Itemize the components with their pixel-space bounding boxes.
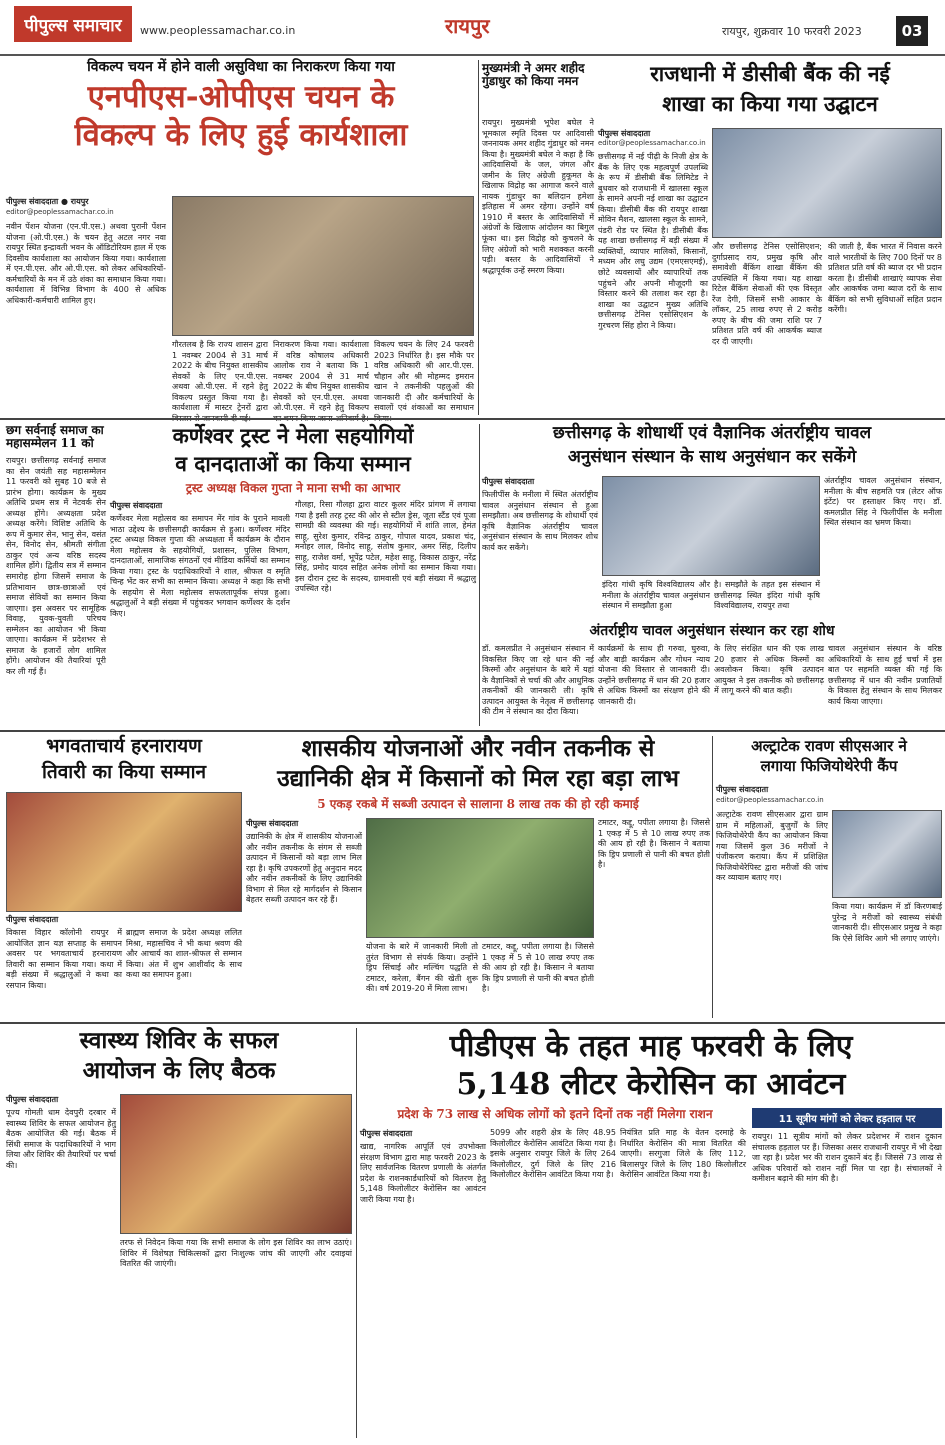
karnesh-body-2: गौलहा, रिसा गौलहा द्वारा वाटर कूलर मंदिर प्रांगण में लगाया गया है इसी तरह ट्रस्ट की ओर से स्टील ड्रेस, जूता स्टैंड एवं पूजा सामग्री की व्यवस्था की गई। सहयोगियों में शांति लाल, हेमंत साहू, सुरेश कुमार, रविन्द्र ठाकुर, गोपाल यादव, प्रकाश चंद, मनोहर लाल, विनोद साहू, संतोष कुमार, अमर सिंह, दिलीप साहू, राजेश वर्मा, भूपेंद्र पटेल, महेश साहू, विकास ठाकुर, नरेंद्र सिंह, प्रमोद यादव सहित अनेक लोगों का सम्मान किया गया। इस दौरान ट्रस्ट के सदस्य, ग्रामवासी एवं बड़ी संख्या में श्रद्धालु उपस्थित रहे। xyxy=(295,500,476,594)
yojana-body-2: योजना के बारे में जानकारी मिली तो तुरंत विभाग से संपर्क किया। उन्होंने ड्रिप सिंचाई और मल्चिंग पद्धति से टमाटर, करेला, बैंगन की खेती शुरू की। वर्ष 2019-20 में मिला लाभ। xyxy=(366,942,478,994)
column-divider xyxy=(712,736,713,1018)
allcare-headline-2: लगाया फिजियोथेरेपी कैंप xyxy=(760,757,898,775)
cm-headline: मुख्यमंत्री ने अमर शहीद गुंडाधुर को किया नमन xyxy=(482,61,585,89)
nps-kicker: विकल्प चयन में होने वाली असुविधा का निराकरण किया गया xyxy=(87,59,395,75)
farmer-field-photo xyxy=(366,818,594,938)
allcare-body-2: किया गया। कार्यक्रम में डॉ किरणबाई पुरेन्द्र ने मरीजों को स्वास्थ्य संबंधी जानकारी दी। सीएसआर प्रमुख ने कहा कि ऐसे शिविर आगे भी लगाए जाएंगे। xyxy=(832,902,942,943)
city-label: रायपुर xyxy=(445,14,490,38)
yojana-headline-1: शासकीय योजनाओं और नवीन तकनीक से xyxy=(301,735,655,762)
karnesh-subhead: ट्रस्ट अध्यक्ष विकल गुप्ता ने माना सभी का आभार xyxy=(185,481,401,495)
pds-body-3: नियंत्रित प्रति माह के वेतन दरमाहे के निर्धारित केरोसिन की मात्रा वितरित की जाएगी। सरगुजा जिले के लिए 112, बिलासपुर जिले के लिए 180 किलोलीटर केरोसिन आवंटित किया गया है। xyxy=(620,1128,746,1180)
rice-headline-1: छत्तीसगढ़ के शोधार्थी एवं वैज्ञानिक अंतर्राष्ट्रीय चावल xyxy=(552,423,872,443)
rice-subhead: अंतर्राष्ट्रीय चावल अनुसंधान संस्थान कर रहा शोध xyxy=(589,623,835,639)
byline: पीपुल्स संवाददाता xyxy=(598,129,651,138)
bhagwat-headline-2: तिवारी का किया सम्मान xyxy=(41,761,207,783)
byline: पीपुल्स संवाददाता ● रायपुर xyxy=(6,197,89,206)
page-number: 03 xyxy=(896,16,928,46)
nps-body: नवीन पेंशन योजना (एन.पी.एस.) अथवा पुरानी पेंशन योजना (ओ.पी.एस.) के चयन हेतु अटल नगर नवा रायपुर स्थित इन्द्रावती भवन के ऑडिटोरियम हाल में एक दिवसीय कार्यशाला का आयोजन किया गया। कार्यशाला में एन.पी.एस. और ओ.पी.एस. को लेकर अधिकारियों-कर्मचारियों के मन में उठे शंका का समाधान किया गया। कार्यशाला में विभिन्न विभाग के 400 से अधिक अधिकारी-कर्मचारी शामिल हुए। xyxy=(6,222,166,305)
section-divider xyxy=(0,730,945,732)
pds-subhead: प्रदेश के 73 लाख से अधिक लोगों को इतने दिनों तक नहीं मिलेगा राशन xyxy=(397,1107,713,1121)
karnesh-headline-2: व दानदाताओं का किया सम्मान xyxy=(175,451,411,476)
rice-caption: इंदिरा गांधी कृषि विश्वविद्यालय और मनीला के अंतर्राष्ट्रीय चावल अनुसंधान संस्थान में समझौता हुआ xyxy=(602,580,710,611)
shivir-headline-2: आयोजन के लिए बैठक xyxy=(82,1057,276,1084)
column-divider xyxy=(356,1028,357,1438)
rice-body-6: के लिए संरक्षित धान की एक लाख 20 हजार से अधिक किस्मों का अवलोकन किया। कृषि उत्पादन आयुक्त ने इस तकनीक को छत्तीसगढ़ में लागू करने की बात कही। xyxy=(714,644,824,696)
dcb-body-4: की जाती है, बैंक भारत में निवास करने वाले भारतीयों के लिए 700 दिनों पर 8 प्रतिशत प्रति वर्ष की ब्याज दर भी प्रदान करता है। डीसीबी शाखाएं व्यापक सेवा और आकर्षक जमा ब्याज दरों के साथ बैंकिंग को सभी सुविधाओं सहित प्रदान करेंगी। xyxy=(828,242,942,315)
newspaper-logo: पीपुल्स समाचार xyxy=(14,6,132,42)
website-link[interactable]: www.peoplessamachar.co.in xyxy=(140,24,296,37)
byline: पीपुल्स संवाददाता xyxy=(482,477,535,486)
pds-body: खाद्य, नागरिक आपूर्ति एवं उपभोक्ता संरक्षण विभाग द्वारा माह फरवरी 2023 के लिए सार्वजनिक वितरण प्रणाली के अंतर्गत प्रदेश के राशनकार्डधारियों को वितरण हेतु 5,148 किलोलीटर केरोसिन का आवंटन जारी किया गया है। xyxy=(360,1142,486,1204)
physio-camp-photo xyxy=(832,810,942,898)
bhagwat-body: विकास विहार कॉलोनी रायपुर में आयोजित ज्ञान यज्ञ सप्ताह के समापन अवसर पर भगवताचार्य हरनारायण तिवारी का सम्मान किया गया। कथा में बड़ी संख्या में श्रद्धालुओं ने कथा का रसपान किया। xyxy=(6,928,122,990)
cm-body: रायपुर। मुख्यमंत्री भूपेश बघेल ने भूमकाल स्मृति दिवस पर आदिवासी जननायक अमर शहीद गुंडाधुर को नमन किया है। मुख्यमंत्री बघेल ने कहा है कि आदिवासियों के जल, जंगल और जमीन के लिए अंग्रेजी हुकूमत के खिलाफ विद्रोह का आगाज करने वाले नायक गुंडाधुर का बलिदान हमेशा इतिहास में अमर रहेगा। उन्होंने वर्ष 1910 में बस्तर के आदिवासियों में अंग्रेजों के खिलाफ आंदोलन का बिगुल फूंका था। इस विद्रोह को कुचलने के लिए अंग्रेजों को भारी मशक्कत करनी पड़ी। बस्तर के आदिवासियों ने श्रद्धापूर्वक उन्हें स्मरण किया। xyxy=(482,118,594,275)
section-divider xyxy=(0,1022,945,1024)
nps-body-2: गौरतलब है कि राज्य शासन द्वारा 1 नवम्बर 2004 से 31 मार्च 2022 के बीच नियुक्त शासकीय सेवकों के लिए एन.पी.एस. अथवा ओ.पी.एस. में रहने हेतु विकल्प प्रस्तुत किया गया है। कार्यशाला में मास्टर ट्रेनरों द्वारा xyxy=(172,340,268,413)
nps-body-4: विकल्प चयन के लिए 24 फरवरी 2023 निर्धारित है। इस मौके पर वरिष्ठ अधिकारी श्री आर.पी.एस. चौहान और श्री मोहम्मद इमरान खान ने तकनीकी पहलुओं की जानकारी दी और कर्मचारियों के सवालों एवं शंकाओं का समाधान xyxy=(374,340,474,413)
reporter-email[interactable]: editor@peoplessamachar.co.in xyxy=(598,139,706,147)
samaj-body: रायपुर। छत्तीसगढ़ सर्वनाई समाज का सेन जयंती सह महासम्मेलन 11 फरवरी को सुबह 10 बजे से प्रारंभ होगा। कार्यक्रम के मुख्य अतिथि प्रथम सत्र में नेटवर्क सेन अध्यक्ष होंगे। अध्यक्षता प्रदेश अध्यक्ष करेंगे। विशिष्ट अतिथि के रूप में कुमार सेन, भानु सेन, वसंत सेन, विनोद सेन, श्रीमती संगीता ठाकुर एवं अन्य वरिष्ठ सदस्य शामिल होंगे। द्वितीय सत्र में सम्मान समारोह होगा जिसमें समाज के प्रतिभावान छात्र-छात्राओं एवं समाज सेवियों का सम्मान किया जाएगा। इस अवसर पर सामूहिक विवाह, युवक-युवती परिचय सम्मेलन का आयोजन भी किया जाएगा। कार्यक्रम में प्रदेशभर से समाज के हजारों लोग शामिल होंगे। आयोजन की तैयारियां पूरी कर ली गई हैं। xyxy=(6,456,106,676)
rice-body-5: कार्यक्रमों के साथ ही गरुवा, घुरुवा, और बाड़ी कार्यक्रम और गोधन न्याय योजना की विस्तार से जानकारी दी। उन्होंने छत्तीसगढ़ में धान की 20 हजार से अधिक किस्मों का संरक्षण होने की जानकारी दी। xyxy=(598,644,710,706)
dcb-body: छत्तीसगढ़ में नई पीढ़ी के निजी क्षेत्र के बैंक के लिए एक महत्वपूर्ण उपलब्धि के रूप में डीसीबी बैंक लिमिटेड ने बुधवार को राजधानी में खालसा स्कूल के सामने अपनी नई शाखा का उद्घाटन किया। डीसीबी बैंक की रायपुर शाखा मोविन मैशन, खालसा स्कूल के सामने, पंडरी रोड पर स्थित है। डीसीबी बैंक यह शाखा छत्तीसगढ़ में बड़ी संख्या में व्यक्तियों, व्यापार मालिकों, किसानों, मध्यम और लघु उद्यम (एमएसएमई), छोटे व्यवसायों और व्यापारियों तक पहुंचने और अपनी मौजूदगी का विस्तार करने की तलाश कर रहा है। शाखा का उद्घाटन मुख्य अतिथि छत्तीसगढ़ टेनिस एसोसिएशन के गुरचरण सिंह होरा ने किया। xyxy=(598,152,708,330)
rice-mou-photo xyxy=(602,476,820,576)
nps-headline-1: एनपीएस-ओपीएस चयन के xyxy=(87,79,395,115)
byline: पीपुल्स संवाददाता xyxy=(110,501,163,510)
dcb-body-3: और छत्तीसगढ़ टेनिस एसोसिएशन; दुर्गाप्रसाद राय, प्रमुख कृषि और समावेशी बैंकिंग शाखा बैंकिंग की उपस्थिति में किया गया। यह शाखा रिटेल बैंकिंग सेवाओं की एक विस्तृत रेंज देगी, जिसमें सभी आकार के लॉकर, 25 लाख रुपए से 2 करोड़ रुपए के बीच की जमा राशि पर 7 प्रतिशत प्रति वर्ष की आकर्षक ब्याज दर दी जाएगी। xyxy=(712,242,822,346)
pds-headline-2: 5,148 लीटर केरोसिन का आवंटन xyxy=(456,1067,846,1102)
reporter-email[interactable]: editor@peoplessamachar.co.in xyxy=(6,208,114,216)
rice-body-7: चावल अनुसंधान संस्थान के वरिष्ठ अधिकारियों के साथ हुई चर्चा में इस बात पर सहमति व्यक्त की गई कि छत्तीसगढ़ में धान की नवीन प्रजातियों के विकास हेतु संस्थान के साथ मिलकर कार्य किया जाएगा। xyxy=(828,644,942,706)
rice-body-3: अंतर्राष्ट्रीय चावल अनुसंधान संस्थान, मनीला के बीच सहमति पत्र (लेटर ऑफ इंटेंट) पर हस्ताक्षर किए गए। डॉ. कमलप्रीत सिंह ने फिलीपींस के मनीला स्थित संस्थान का भ्रमण किया। xyxy=(824,476,942,528)
rice-body-2: है। समझौते के तहत इस संस्थान में छत्तीसगढ़ स्थित इंदिरा गांधी कृषि विश्वविद्यालय, रायपुर तथा xyxy=(714,580,820,611)
byline: पीपुल्स संवाददाता xyxy=(6,915,59,924)
samaj-headline: छग सर्वनाई समाज का महासम्मेलन 11 को xyxy=(6,423,104,451)
shivir-headline-1: स्वास्थ्य शिविर के सफल xyxy=(79,1027,279,1054)
pds-body-2: 5099 और शहरी क्षेत्र के लिए 48.95 किलोलीटर केरोसिन आवंटित किया गया है। इसके अनुसार रायपुर जिले के लिए 264 किलोलीटर, दुर्ग जिले के लिए 216 किलोलीटर केरोसिन आवंटित किया गया है। xyxy=(490,1128,616,1180)
reporter-email[interactable]: editor@peoplessamachar.co.in xyxy=(716,796,824,804)
yojana-headline-2: उद्यानिकी क्षेत्र में किसानों को मिल रहा बड़ा लाभ xyxy=(277,765,679,792)
rice-body: फिलीपींस के मनीला में स्थित अंतर्राष्ट्रीय चावल अनुसंधान संस्थान से हुआ समझौता। अब छत्तीसगढ़ के शोधार्थी एवं कृषि वैज्ञानिक अंतर्राष्ट्रीय चावल अनुसंधान संस्थान के साथ मिलकर शोध कार्य कर सकेंगे। xyxy=(482,490,598,552)
karnesh-body: कर्णेश्वर मेला महोत्सव का समापन मेंर गांव के पुराने मावली भाठा उद्देश्य के छत्तीसगढ़ी कार्यक्रम से हुआ। कर्णेश्वर मंदिर ट्रस्ट अध्यक्ष विकल गुप्ता की अध्यक्षता में कार्यक्रम के दौरान मेला महोत्सव के सहयोगियों, प्रशासन, पुलिस विभाग, दानदाताओं, सामाजिक संगठनों एवं मीडिया कर्मियों का सम्मान किया गया। ट्रस्ट के पदाधिकारियों ने शाल, श्रीफल व स्मृति चिन्ह भेंट कर सभी का सम्मान किया। अध्यक्ष ने कहा कि सभी के सहयोग से मेला महोत्सव सफलतापूर्वक संपन्न हुआ। श्रद्धालुओं ने बड़ी संख्या में पहुंचकर भगवान कर्णेश्वर के दर्शन किए। xyxy=(110,514,290,618)
column-divider xyxy=(478,60,479,415)
byline: पीपुल्स संवाददाता xyxy=(246,819,299,828)
karnesh-headline-1: कर्णेश्वर ट्रस्ट ने मेला सहयोगियों xyxy=(172,423,414,448)
bhagwat-photo xyxy=(6,792,242,912)
yojana-body: उद्यानिकी के क्षेत्र में शासकीय योजनाओं और नवीन तकनीक के संगम से सब्जी उत्पादन में किसानों को बड़ा लाभ मिल रहा है। कृषि उपकरणों हेतु अनुदान मदद और नवीन तकनीकों के लिए उद्यानिकी विभाग से मिल रहे मार्गदर्शन से किसान बेहतर सब्जी उत्पादन कर रहे हैं। xyxy=(246,832,362,905)
column-divider xyxy=(479,424,480,726)
allcare-headline-1: अल्ट्राटेक रावण सीएसआर ने xyxy=(751,737,907,755)
nps-workshop-photo xyxy=(172,196,474,336)
dcb-headline-1: राजधानी में डीसीबी बैंक की नई xyxy=(650,61,890,86)
byline: पीपुल्स संवाददाता xyxy=(6,1095,59,1104)
nps-headline-2: विकल्प के लिए हुई कार्यशाला xyxy=(74,117,408,153)
byline: पीपुल्स संवाददाता xyxy=(716,785,769,794)
pds-headline-1: पीडीएस के तहत माह फरवरी के लिए xyxy=(449,1029,853,1064)
bhagwat-headline-1: भगवताचार्य हरनारायण xyxy=(46,735,202,757)
pds-strike-body: रायपुर। 11 सूत्रीय मांगों को लेकर प्रदेशभर में राशन दुकान संचालक हड़ताल पर हैं। जिसका असर राजधानी रायपुर में भी देखा जा रहा है। प्रदेश भर की राशन दुकानें बंद हैं। जिससे 73 लाख से अधिक परिवारों को राशन नहीं मिल पा रहा है। संचालकों ने कमीशन बढ़ाने की मांग की है। xyxy=(752,1132,942,1184)
pds-strike-tag: 11 सूत्रीय मांगों को लेकर हड़ताल पर xyxy=(752,1108,942,1128)
shivir-meeting-photo xyxy=(120,1094,352,1234)
section-divider xyxy=(0,418,945,420)
issue-date: रायपुर, शुक्रवार 10 फरवरी 2023 xyxy=(722,25,862,38)
yojana-subhead: 5 एकड़ रकबे में सब्जी उत्पादन से सालाना 8 लाख तक की हो रही कमाई xyxy=(317,797,639,811)
byline: पीपुल्स संवाददाता xyxy=(360,1129,413,1138)
rice-headline-2: अनुसंधान संस्थान के साथ अनुसंधान कर सकेंगे xyxy=(567,447,857,467)
allcare-body: अल्ट्राटेक रावण सीएसआर द्वारा ग्राम ग्राम में महिलाओं, बुजुर्गों के लिए फिजियोथेरेपी कैंप का आयोजन किया गया जिसमें कुल 36 मरीजों ने पंजीकरण कराया। कैंप में प्रशिक्षित फिजियोथेरेपिस्ट द्वारा मरीजों की जांच कर व्यायाम बताए गए। xyxy=(716,810,828,883)
yojana-body-3: टमाटर, कद्दू, पपीता लगाया है। जिससे 1 एकड़ में 5 से 10 लाख रुपए तक की आय हो रही है। किसान ने बताया कि ड्रिप प्रणाली से पानी की बचत होती है। xyxy=(482,942,594,994)
bhagwat-body-2: ब्राह्मण समाज के प्रदेश अध्यक्ष ललित मिश्रा, महासचिव ने भी कथा श्रवण की और आचार्य का शाल-श्रीफल से सम्मान किया। अंत में शुभ आशीर्वाद के साथ कथा का समापन हुआ। xyxy=(126,928,242,980)
yojana-body-4: टमाटर, कद्दू, पपीता लगाया है। जिससे 1 एकड़ में 5 से 10 लाख रुपए तक की आय हो रही है। किसान ने बताया कि ड्रिप प्रणाली से पानी की बचत होती है। xyxy=(598,818,710,870)
shivir-body-2: तरफ से निवेदन किया गया कि सभी समाज के लोग इस शिविर का लाभ उठाएं। शिविर में विशेषज्ञ चिकित्सकों द्वारा निःशुल्क जांच की जाएगी और दवाइयां वितरित की जाएंगी। xyxy=(120,1238,352,1269)
shivir-body: पूज्य गोमती धाम देवपुरी दरबार में स्वास्थ्य शिविर के सफल आयोजन हेतु बैठक आयोजित की गई। बैठक में सिंधी समाज के पदाधिकारियों ने भाग लिया और शिविर की तैयारियों पर चर्चा की। xyxy=(6,1108,116,1170)
nps-body-3: निराकरण किया गया। कार्यशाला में वरिष्ठ कोषालय अधिकारी आलोक राव ने बताया कि 1 नवम्बर 2004 से 31 मार्च 2022 के बीच नियुक्त शासकीय सेवकों को एन.पी.एस. अथवा ओ.पी.एस. में रहने हेतु विकल्प xyxy=(273,340,369,413)
dcb-headline-2: शाखा का किया गया उद्घाटन xyxy=(662,91,878,116)
rice-body-4: डॉ. कमलप्रीत ने अनुसंधान संस्थान में विकसित किए जा रहे धान की नई किस्मों और अनुसंधान के बारे में यहां के वैज्ञानिकों से चर्चा की और आधुनिक तकनीकों की जानकारी ली। कृषि उत्पादन आयुक्त के नेतृत्व में छत्तीसगढ़ की टीम ने संस्थान का दौरा किया। xyxy=(482,644,594,717)
dcb-inauguration-photo xyxy=(712,128,942,238)
